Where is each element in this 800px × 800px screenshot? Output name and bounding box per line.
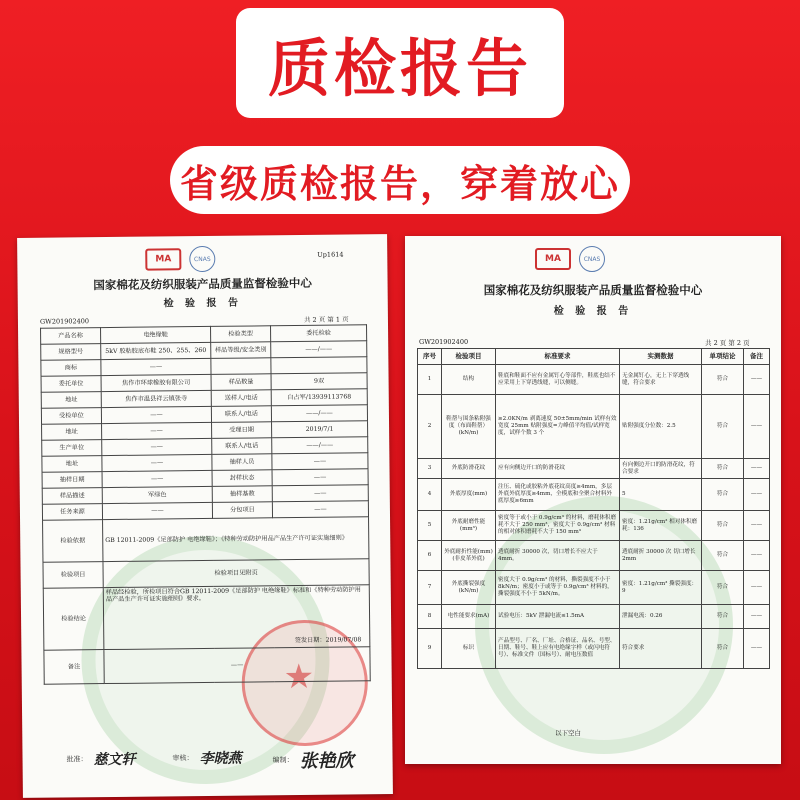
field-value: —— <box>272 469 368 486</box>
cell-res: 符合 <box>702 605 744 629</box>
field-label: 封样状态 <box>212 470 272 487</box>
cell-item: 标识 <box>442 629 496 669</box>
column-header: 检验项目 <box>442 349 496 365</box>
cell-no: 6 <box>418 541 442 571</box>
table-row <box>418 395 770 459</box>
field-value: —— <box>102 502 212 519</box>
table-row <box>418 511 770 541</box>
table-row <box>418 571 770 605</box>
cert-logos <box>535 246 605 272</box>
items-label: 检验项目 <box>43 562 103 589</box>
cell-data: 贴附强度分位数：2.5 <box>620 395 702 459</box>
cell-note: —— <box>744 629 770 669</box>
cell-item: 外底防滑花纹 <box>442 459 496 479</box>
field-value: ——/—— <box>271 341 367 358</box>
cell-data: 无金属钉心，无上下穿透线缝，符合要求 <box>620 365 702 395</box>
cell-data: 5 <box>620 479 702 511</box>
field-value: ——/—— <box>272 437 368 454</box>
field-label: 样品等级/安全类别 <box>211 342 271 359</box>
cell-req: ≥2.0KN/m 剥离速度 50±5mm/min 试样有效宽度 25mm 贴附强度=力峰值平均值/试样宽度，试样个数 3 个 <box>496 395 620 459</box>
compile-label: 编制： <box>272 756 294 765</box>
field-label: 地址 <box>42 456 102 473</box>
cell-note: —— <box>744 395 770 459</box>
field-label: 受理日期 <box>212 422 272 439</box>
title-banner <box>236 8 564 118</box>
field-label: 抽样日期 <box>42 472 102 489</box>
table-row <box>418 365 770 395</box>
cnas-logo-icon: CNAS <box>189 246 215 272</box>
cnas-logo-icon: CNAS <box>579 246 605 272</box>
table-row <box>418 629 770 669</box>
cell-item: 电性能要求(mA) <box>442 605 496 629</box>
cell-req: 产品型号、厂名、厂址、合格证、品名、号型、日期、鞋号、鞋上应有电绝缘字样（或闪电符号）、标准文件（国标号）、耐电压数值 <box>496 629 620 669</box>
cell-item: 结构 <box>442 365 496 395</box>
ma-logo-icon: MA <box>535 248 571 270</box>
field-label: 委托单位 <box>41 376 101 393</box>
cell-res: 符合 <box>702 459 744 479</box>
field-value: 电绝缘鞋 <box>101 326 211 343</box>
page-title: 质检报告 <box>267 31 532 105</box>
cell-no: 9 <box>418 629 442 669</box>
cell-note: —— <box>744 541 770 571</box>
approve-signature: 慈文轩 <box>93 751 136 769</box>
conclusion-text: 样品经检验，所检项目符合GB 12011-2009《足部防护 电绝缘鞋》标准和《特种劳动防护用品产品生产许可证实施细则》要求。 <box>105 586 361 604</box>
items-text: 检验项目见附页 <box>103 559 369 588</box>
cell-no: 3 <box>418 459 442 479</box>
org-name: 国家棉花及纺织服装产品质量监督检验中心 <box>93 275 312 293</box>
field-label <box>211 358 271 375</box>
column-header: 序号 <box>418 349 442 365</box>
field-label: 受检单位 <box>41 408 101 425</box>
basis-text: GB 12011-2009《足部防护 电绝缘鞋》；《特种劳动防护用品产品生产许可证实施细则》 <box>103 517 369 562</box>
field-value: —— <box>102 470 212 487</box>
field-value: —— <box>102 422 212 439</box>
ma-logo-icon: MA <box>145 248 181 270</box>
field-value: —— <box>272 453 368 470</box>
column-header: 标准要求 <box>496 349 620 365</box>
table-row <box>418 605 770 629</box>
end-note: 以下空白 <box>555 729 581 737</box>
seal-star-icon: ★ <box>283 656 315 698</box>
cell-note: —— <box>744 459 770 479</box>
field-value: 军绿色 <box>102 486 212 503</box>
org-name: 国家棉花及纺织服装产品质量监督检验中心 <box>483 283 703 297</box>
test-results-table <box>417 348 770 669</box>
field-value: —— <box>101 358 211 375</box>
cell-res: 符合 <box>702 365 744 395</box>
field-value: 白占军/13939113768 <box>271 389 367 406</box>
field-label: 产品名称 <box>41 328 101 345</box>
table-row <box>418 479 770 511</box>
cell-no: 4 <box>418 479 442 511</box>
remark-label: 备注 <box>44 650 104 685</box>
report-info-table <box>40 324 371 684</box>
table-row <box>418 541 770 571</box>
field-label: 抽样基数 <box>212 486 272 503</box>
field-label: 任务来源 <box>42 504 102 521</box>
cell-data: 有向侧边开口的防滑花纹，符合要求 <box>620 459 702 479</box>
field-value: 焦作市环球橡胶有限公司 <box>101 374 211 391</box>
issue-date: 签发日期：2019/07/08 <box>294 635 362 644</box>
field-value: 5kV 胶粘胶底布鞋 250、255、260 <box>101 342 211 359</box>
field-label: 样品描述 <box>42 488 102 505</box>
compiler <box>272 746 353 773</box>
basis-label: 检验依据 <box>43 520 103 563</box>
page-subtitle: 省级质检报告，穿着放心 <box>179 161 620 206</box>
cell-no: 5 <box>418 511 442 541</box>
cell-req: 透底耐折 30000 次，切口增长不应大于 4mm。 <box>496 541 620 571</box>
cell-note: —— <box>744 605 770 629</box>
field-label: 联系人/电话 <box>212 438 272 455</box>
column-header: 备注 <box>744 349 770 365</box>
cell-req: 鞋底和鞋面不应有金属钉心等部件，鞋底也结不应采用上下穿透线缝，可以侧缝。 <box>496 365 620 395</box>
serial-top: Up1614 <box>317 250 344 259</box>
field-label: 联系人/电话 <box>211 406 271 423</box>
table-row <box>418 459 770 479</box>
conclusion-label: 检验结论 <box>43 588 104 651</box>
field-label: 检验类型 <box>211 326 271 343</box>
approver <box>66 749 135 770</box>
doc-title: 检 验 报 告 <box>163 297 243 310</box>
field-value: 9双 <box>271 373 367 390</box>
cell-item: 外底耐折性能(mm)(非皮革外底) <box>442 541 496 571</box>
field-value: —— <box>272 501 368 518</box>
compile-signature: 张艳欣 <box>299 750 354 773</box>
field-value: —— <box>101 406 211 423</box>
cell-res: 符合 <box>702 541 744 571</box>
doc-title: 检 验 报 告 <box>553 306 633 317</box>
cell-no: 1 <box>418 365 442 395</box>
report-number: GW201902400 <box>419 338 469 346</box>
cell-res: 符合 <box>702 395 744 459</box>
cell-data: 泄漏电流：0.26 <box>620 605 702 629</box>
cell-item: 鞋帮与围条粘附强度（布面鞋帮）(kN/m) <box>442 395 496 459</box>
field-value <box>271 357 367 374</box>
cell-no: 7 <box>418 571 442 605</box>
field-value: —— <box>102 454 212 471</box>
field-value: 委托检验 <box>271 325 367 342</box>
field-label: 送样人/电话 <box>211 390 271 407</box>
cell-req: 密度大于 0.9g/cm³ 的材料，撕裂强度不小于 8kN/m；密度小于或等于 0.9g/cm³ 材料的，撕裂强度不小于 5kN/m。 <box>496 571 620 605</box>
field-value: 2019/7/1 <box>272 421 368 438</box>
field-value: 焦作市温县祥云镇张寺 <box>101 390 211 407</box>
reviewer <box>172 748 241 769</box>
approve-label: 批准： <box>66 755 88 764</box>
column-header: 实测数据 <box>620 349 702 365</box>
cell-res: 符合 <box>702 629 744 669</box>
cell-data: 密度：1.21g/cm³ 撕裂强度：9 <box>620 571 702 605</box>
field-value: —— <box>272 485 368 502</box>
cell-data: 符合要求 <box>620 629 702 669</box>
field-value: —— <box>102 438 212 455</box>
cell-item: 外底耐磨性能(mm³) <box>442 511 496 541</box>
cell-note: —— <box>744 365 770 395</box>
field-label: 分包项目 <box>212 502 272 519</box>
cell-item: 外底厚度(mm) <box>442 479 496 511</box>
cell-note: —— <box>744 571 770 605</box>
column-header: 单项结论 <box>702 349 744 365</box>
report-page-1 <box>17 234 393 798</box>
cell-res: 符合 <box>702 479 744 511</box>
remark-text: —— <box>104 647 370 684</box>
cell-req: 应有向侧边开口的防滑花纹 <box>496 459 620 479</box>
report-number: GW201902400 <box>39 317 90 326</box>
cell-data: 密度：1.21g/cm³ 相对体积磨耗：136 <box>620 511 702 541</box>
field-label: 样品数量 <box>211 374 271 391</box>
review-signature: 李晓燕 <box>199 750 242 768</box>
cell-data: 透底耐折 30000 次 切口增长 2mm <box>620 541 702 571</box>
field-label: 地址 <box>42 424 102 441</box>
field-label: 抽样人员 <box>212 454 272 471</box>
cell-res: 符合 <box>702 571 744 605</box>
field-label: 商标 <box>41 360 101 377</box>
subtitle-banner <box>170 146 630 214</box>
page-info: 共 2 页 第 2 页 <box>705 339 750 347</box>
cell-note: —— <box>744 511 770 541</box>
field-value: ——/—— <box>271 405 367 422</box>
cell-req: 注压、硫化或胶粘外底花纹高度≥4mm，多层外底外底厚度≥4mm，全模底和全聚合材料外底厚度≥6mm <box>496 479 620 511</box>
field-label: 生产单位 <box>42 440 102 457</box>
field-label: 规格型号 <box>41 344 101 361</box>
cell-res: 符合 <box>702 511 744 541</box>
review-label: 审核： <box>172 754 194 763</box>
page-info: 共 2 页 第 1 页 <box>303 315 349 324</box>
cell-req: 密度等于或小于 0.9g/cm³ 的材料，磨耗体积磨耗不大于 250 mm³，密度大于 0.9g/cm³ 材料的相对体积磨耗不大于 150 mm³ <box>496 511 620 541</box>
cell-note: —— <box>744 479 770 511</box>
cell-no: 8 <box>418 605 442 629</box>
cell-no: 2 <box>418 395 442 459</box>
cert-logos <box>145 246 215 273</box>
cell-req: 试验电压：5kV 泄漏电流≤1.5mA <box>496 605 620 629</box>
report-page-2 <box>405 236 781 764</box>
cell-item: 外底撕裂强度(kN/m) <box>442 571 496 605</box>
field-label: 地址 <box>41 392 101 409</box>
